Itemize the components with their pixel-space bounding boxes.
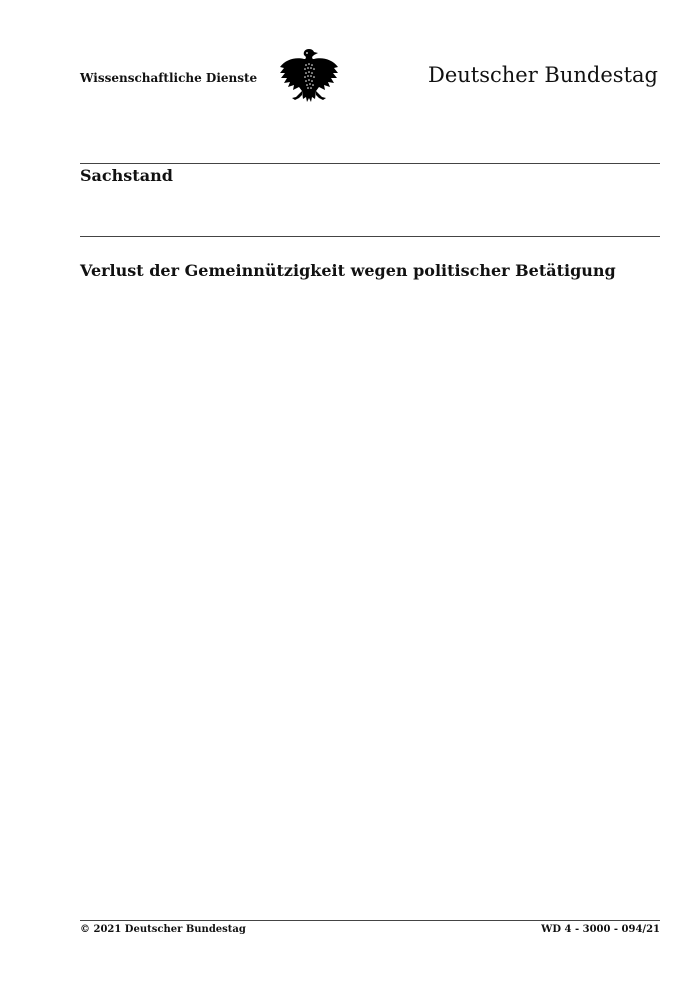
federal-eagle-icon: [278, 47, 340, 107]
department-name: Wissenschaftliche Dienste: [80, 71, 258, 85]
document-type: Sachstand: [80, 166, 173, 185]
document-title: Verlust der Gemeinnützigkeit wegen politischer Betätigung: [80, 261, 616, 280]
footer-reference: WD 4 - 3000 - 094/21: [541, 924, 660, 935]
footer-copyright: © 2021 Deutscher Bundestag: [80, 924, 246, 935]
institution-name: Deutscher Bundestag: [428, 63, 658, 87]
divider-footer: [80, 920, 660, 921]
divider-middle: [80, 236, 660, 237]
divider-top: [80, 163, 660, 164]
